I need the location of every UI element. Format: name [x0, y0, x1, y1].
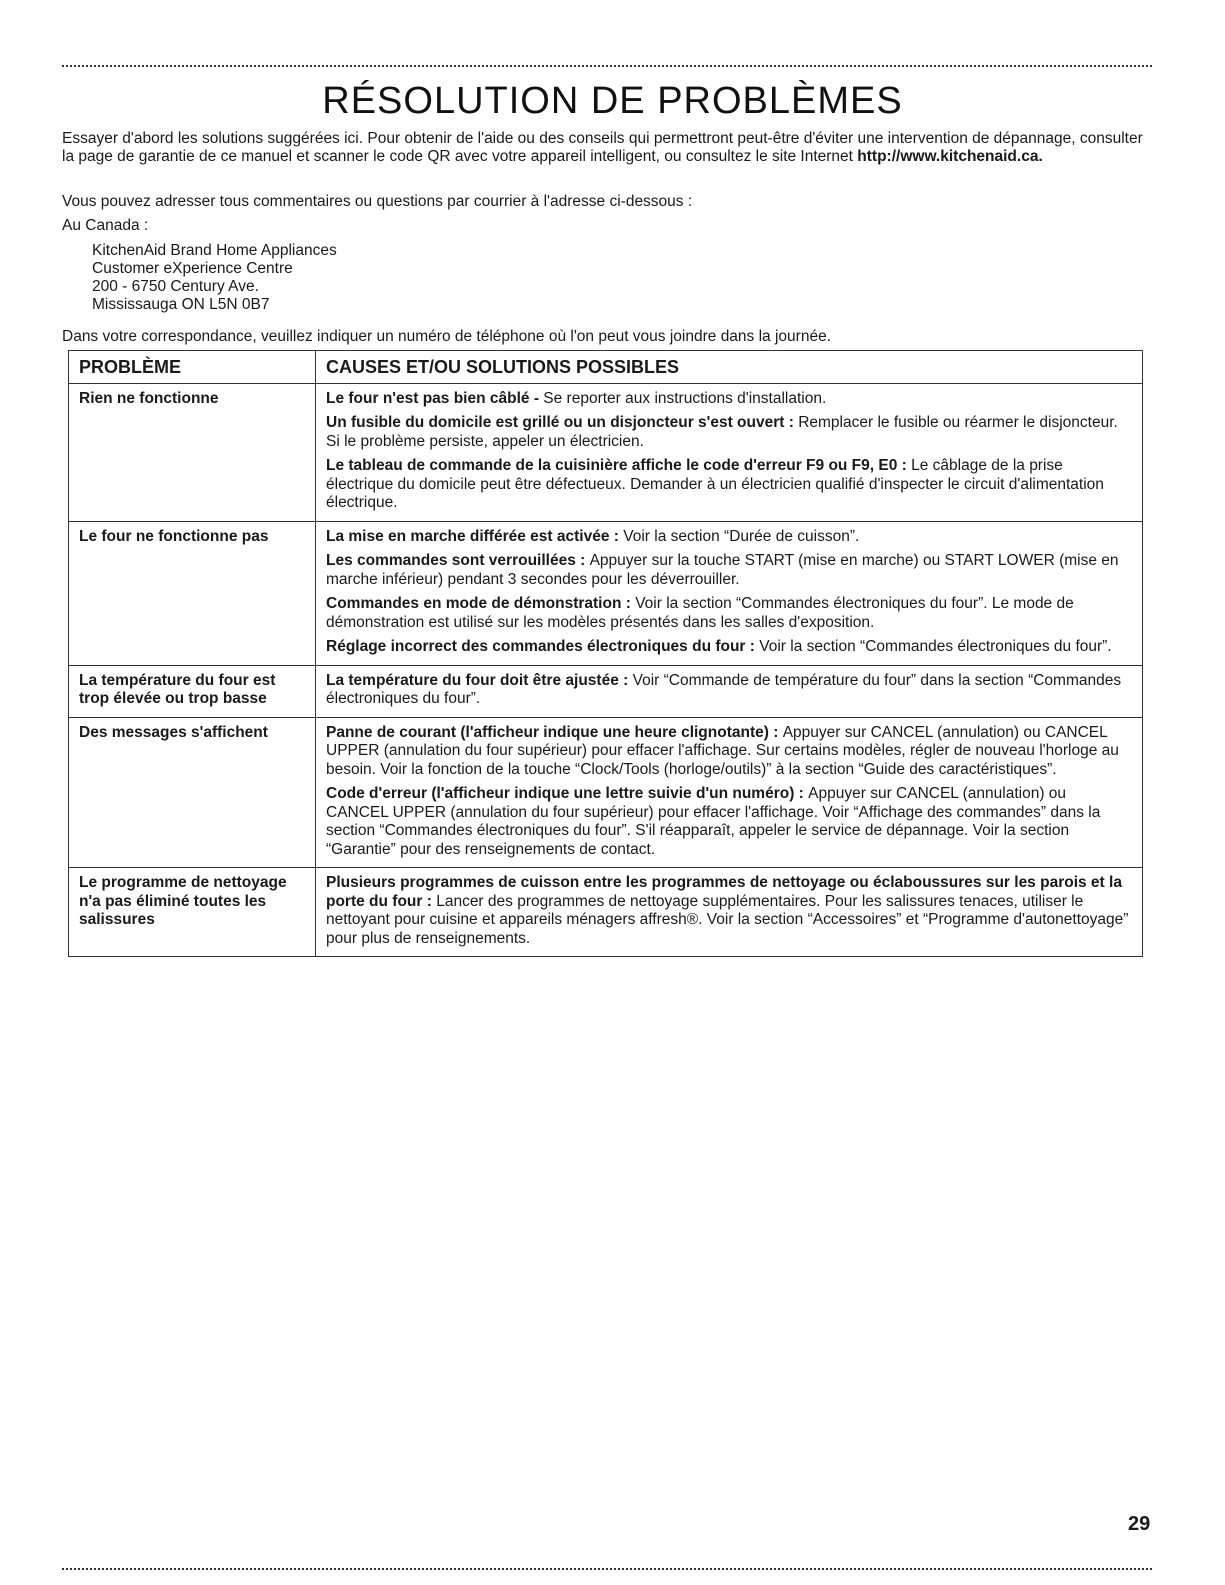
- solution-text: Se reporter aux instructions d'installation.: [543, 389, 827, 407]
- problem-cell: Rien ne fonctionne: [69, 383, 316, 521]
- address-line: 200 - 6750 Century Ave.: [92, 278, 259, 295]
- solution-entry: [326, 414, 1132, 451]
- solution-text: Voir “Commande de température du four” dans la section “Commandes électroniques du four”.: [326, 671, 1122, 707]
- table-header-row: [69, 351, 1143, 384]
- problem-cell: Le programme de nettoyage n'a pas éliminé toutes les salissures: [69, 868, 316, 957]
- solution-cause: Le tableau de commande de la cuisinière affiche le code d'erreur F9 ou F9, E0 :: [326, 457, 912, 474]
- solution-text: Appuyer sur CANCEL (annulation) ou CANCEL UPPER (annulation du four supérieur) pour effacer l'affichage. Sur certains modèles, régler de nouveau l'horloge au besoin. Voir la fonction de la touche “Clock/Tools (horloge/outils)” à la section “Guide des caractéristiques”.: [326, 723, 1119, 778]
- solution-text: Voir la section “Durée de cuisson”.: [623, 527, 860, 545]
- problem-cell: Des messages s'affichent: [69, 717, 316, 868]
- page-number: 29: [1128, 1513, 1151, 1535]
- address-line: Customer eXperience Centre: [92, 260, 293, 277]
- solutions-cell: [316, 665, 1143, 717]
- solution-entry: [326, 552, 1132, 589]
- solutions-cell: [316, 868, 1143, 957]
- page-title: RÉSOLUTION DE PROBLÈMES: [322, 80, 903, 122]
- solution-entry: [326, 595, 1132, 632]
- solution-cause: Code d'erreur (l'afficheur indique une lettre suivie d'un numéro) :: [326, 785, 809, 802]
- solution-entry: [326, 528, 1132, 547]
- solution-cause: La température du four doit être ajustée :: [326, 671, 633, 689]
- comments-paragraph: Vous pouvez adresser tous commentaires ou questions par courrier à l'adresse ci-dessous :: [62, 193, 693, 210]
- problem-cell: Le four ne fonctionne pas: [69, 521, 316, 665]
- solutions-cell: [316, 717, 1143, 868]
- header-solutions: CAUSES ET/OU SOLUTIONS POSSIBLES: [316, 351, 1143, 384]
- bottom-rule: [62, 1568, 1152, 1570]
- solution-entry: [326, 672, 1132, 709]
- solution-text: Lancer des programmes de nettoyage supplémentaires. Pour les salissures tenaces, utiliser le nettoyant pour cuisine et appareils ménagers affresh®. Voir la section “Accessoires” et “Programme d'autonettoyage” pour plus de renseignements.: [326, 892, 1129, 947]
- address-line: Mississauga ON L5N 0B7: [92, 296, 270, 313]
- table-row: [69, 665, 1143, 717]
- table-row: [69, 383, 1143, 521]
- solution-cause: Réglage incorrect des commandes électroniques du four :: [326, 638, 760, 655]
- solution-entry: [326, 724, 1132, 780]
- mailing-address: [92, 242, 337, 314]
- problem-cell: La température du four est trop élevée ou trop basse: [69, 665, 316, 717]
- troubleshooting-table: [68, 350, 1143, 957]
- solution-entry: [326, 390, 1132, 409]
- solution-text: Le câblage de la prise électrique du domicile peut être défectueux. Demander à un électricien qualifié d'inspecter le circuit d'alimentation électrique.: [326, 457, 1104, 511]
- header-problem: PROBLÈME: [69, 351, 316, 384]
- solution-cause: Commandes en mode de démonstration :: [326, 595, 636, 612]
- solutions-cell: [316, 383, 1143, 521]
- solution-cause: Le four n'est pas bien câblé -: [326, 389, 544, 407]
- solution-cause: Plusieurs programmes de cuisson entre les programmes de nettoyage ou éclaboussures sur les parois et la porte du four :: [326, 874, 1122, 910]
- solution-text: Appuyer sur CANCEL (annulation) ou CANCEL UPPER (annulation du four supérieur) pour effacer l'affichage. Voir “Affichage des commandes” dans la section “Commandes électroniques du four”. S'il réapparaît, appeler le service de dépannage. Voir la section “Garantie” pour des renseignements de contact.: [326, 785, 1101, 858]
- intro-text: Essayer d'abord les solutions suggérées ici. Pour obtenir de l'aide ou des conseils qui permettront peut-être d'éviter une intervention de dépannage, consulter la page de garantie de ce manuel et scanner le code QR avec votre appareil intelligent, ou consultez le site Internet: [62, 130, 1143, 165]
- solution-text: Voir la section “Commandes électroniques du four”. Le mode de démonstration est utilisé sur les modèles présentés dans les salles d'exposition.: [326, 595, 1074, 631]
- solution-entry: [326, 874, 1132, 948]
- solution-text: Appuyer sur la touche START (mise en marche) ou START LOWER (mise en marche inférieur) pendant 3 secondes pour les déverrouiller.: [326, 552, 1119, 588]
- solution-text: Voir la section “Commandes électroniques du four”.: [759, 638, 1112, 655]
- table-row: [69, 868, 1143, 957]
- table-row: [69, 717, 1143, 868]
- solution-entry: [326, 457, 1132, 513]
- solution-cause: La mise en marche différée est activée :: [326, 527, 624, 545]
- intro-paragraph: [62, 130, 1157, 166]
- solution-cause: Les commandes sont verrouillées :: [326, 552, 590, 569]
- intro-url[interactable]: http://www.kitchenaid.ca.: [857, 148, 1043, 165]
- table-row: [69, 521, 1143, 665]
- address-line: KitchenAid Brand Home Appliances: [92, 242, 337, 259]
- solution-text: Remplacer le fusible ou réarmer le disjoncteur. Si le problème persiste, appeler un électricien.: [326, 414, 1118, 450]
- top-rule: [62, 65, 1152, 67]
- solution-entry: [326, 785, 1132, 859]
- solutions-cell: [316, 521, 1143, 665]
- canada-label: Au Canada :: [62, 217, 149, 234]
- solution-cause: Un fusible du domicile est grillé ou un disjoncteur s'est ouvert :: [326, 414, 799, 431]
- phone-note: Dans votre correspondance, veuillez indiquer un numéro de téléphone où l'on peut vous joindre dans la journée.: [62, 328, 831, 345]
- solution-entry: [326, 638, 1132, 657]
- solution-cause: Panne de courant (l'afficheur indique une heure clignotante) :: [326, 723, 783, 741]
